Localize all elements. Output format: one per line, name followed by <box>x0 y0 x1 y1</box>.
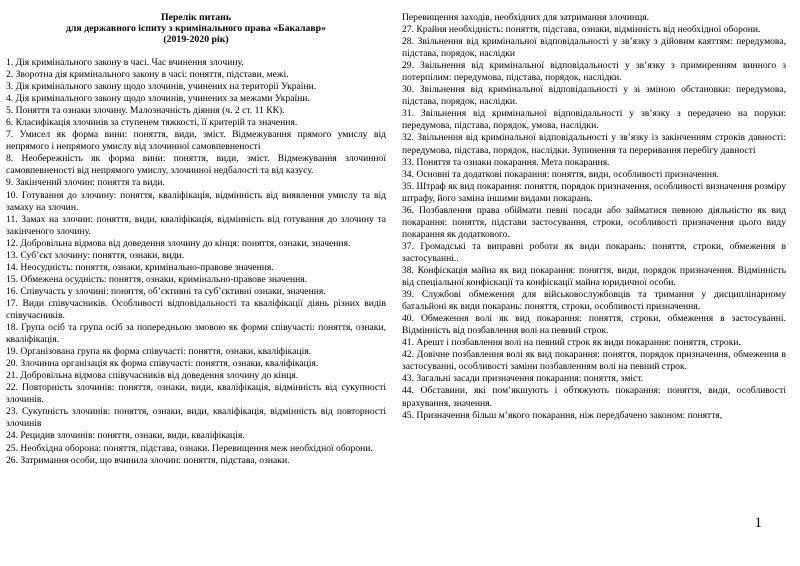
question-item: 33. Поняття та ознаки покарання. Мета покарання. <box>402 156 610 168</box>
question-item: 36. Позбавлення права обіймати певні посади або займатися певною діяльністю як вид покарання: поняття, підстави застосування, строки, особливості призначення цього виду покарання як додаткового. <box>402 204 786 240</box>
question-item: 1. Дія кримінального закону в часі. Час вчинення злочину. <box>6 57 244 68</box>
question-item: 42. Довічне позбавлення волі як вид покарання: поняття, порядок призначення, обмеження в застосуванні, особливості заміни позбавленням волі на певний строк. <box>402 349 786 373</box>
question-item: 29. Звільнення від кримінальної відповідальності у зв’язку з примиренням винного з потерпілим: передумова, підстава, порядок, наслідки. <box>402 60 786 84</box>
document-header <box>6 12 386 46</box>
question-item: 15. Обмежена осудність: поняття, ознаки, кримінально-правове значення. <box>6 273 308 285</box>
question-item: 43. Загальні засади призначення покарання: поняття, зміст. <box>402 373 644 385</box>
question-item: 5. Поняття та ознаки злочину. Малозначність діяння (ч. 2 ст. 11 КК). <box>6 105 285 117</box>
question-item: 19. Організована група як форма співучасті: поняття, ознаки, кваліфікація. <box>6 346 312 358</box>
question-item: 32. Звільнення від кримінальної відповідальності у зв’язку із закінченням строків давності: передумова, підстава, порядок, наслідки. Зупинення та переривання перебігу давності <box>402 132 786 156</box>
question-item: 8. Необережність як форма вини: поняття, види, зміст. Відмежування злочинної самовпевненості від непрямого умислу, злочинної недбалості та від казусу. <box>6 153 386 177</box>
question-item: 10. Готування до злочину: поняття, кваліфікація, відмінність від виявлення умислу та від замаху на злочин. <box>6 189 386 213</box>
question-item: 11. Замах на злочин: поняття, види, кваліфікація, відмінність від готування до злочину та закінченого злочину. <box>6 213 386 237</box>
question-item: 17. Види співучасників. Особливості відповідальності та кваліфікації діянь різних видів співучасників. <box>6 297 386 321</box>
title-line-1: Перелік питань <box>160 12 232 23</box>
title-line-2: для державного іспиту з кримінального права «Бакалавр» <box>65 23 327 35</box>
question-item: 3. Дія кримінального закону щодо злочинів, учинених на території України. <box>6 81 317 93</box>
question-item: 41. Арешт і позбавлення волі на певний строк як види покарання: поняття, строки. <box>402 337 741 349</box>
question-item: 9. Закінчений злочин: поняття та види. <box>6 177 165 189</box>
question-item: 45. Призначення більш м’якого покарання, ніж передбачено законом: поняття, <box>402 409 723 421</box>
question-item: 35. Штраф як вид покарання: поняття, порядок призначення, особливості визначення розміру штрафу, його заміна іншими видами покарань. <box>402 180 786 204</box>
question-item: 4. Дія кримінального закону щодо злочинів, учинених за межами України. <box>6 93 310 105</box>
question-item: 12. Добровільна відмова від доведення злочину до кінця: поняття, ознаки, значення. <box>6 237 351 249</box>
question-item: 31. Звільнення від кримінальної відповідальності у зв’язку з передачею на поруки: передумова, підстава, порядок, умова, наслідки. <box>402 108 786 132</box>
question-item: 21. Добровільна відмова співучасників від доведення злочину до кінця. <box>6 370 299 382</box>
question-item: 13. Суб’єкт злочину: поняття, ознаки, види. <box>6 249 185 261</box>
question-item: 14. Неосудність: поняття, ознаки, кримінально-правове значення. <box>6 261 274 273</box>
question-item: 18. Група осіб та група осіб за попередньою змовою як форми співучасті: поняття, ознаки, кваліфікація. <box>6 322 386 346</box>
right-column <box>402 12 786 422</box>
question-item: 20. Злочинна організація як форма співучасті: поняття, ознаки, кваліфікація. <box>6 358 319 370</box>
question-item: 25. Необхідна оборона: поняття, підстава, ознаки. Перевищення меж необхідної оборони. <box>6 442 373 454</box>
question-item: 38. Конфіскація майна як вид покарання: поняття, види, порядок призначення. Відмінність від спеціальної конфіскації та конфіскації майна юридичної особи. <box>402 264 786 289</box>
question-item: 39. Службові обмеження для військовослужбовців та тримання у дисциплінарному батальйоні як види покарань: поняття, строки, особливості призначення. <box>402 289 786 313</box>
question-item: 34. Основні та додаткові покарання: поняття, види, особливості призначення. <box>402 168 719 180</box>
question-item: 6. Класифікація злочинів за ступенем тяжкості, її критерій та значення. <box>6 117 298 129</box>
page-number: 1 <box>754 515 762 531</box>
title-line-3: (2019-2020 рік) <box>163 34 229 46</box>
question-item: 16. Співучасть у злочині: поняття, об’єктивні та суб’єктивні ознаки, значення. <box>6 285 326 297</box>
question-item: 2. Зворотна дія кримінального закону в часі: поняття, підстави, межі. <box>6 69 289 81</box>
question-item: 22. Повторність злочинів: поняття, ознаки, види, кваліфікація, відмінність від сукупності злочинів. <box>6 382 386 406</box>
question-item: 37. Громадські та виправні роботи як види покарань: поняття, строки, обмеження в застосуванні.. <box>402 240 786 264</box>
question-item: 28. Звільнення від кримінальної відповідальності у зв’язку з дійовим каяттям: передумова, підстава, порядок, наслідки <box>402 36 786 60</box>
left-column <box>6 57 386 467</box>
question-item: 30. Звільнення від кримінальної відповідальності у зі зміною обстановки: передумова, підстава, порядок, наслідки. <box>402 84 786 108</box>
question-item: 24. Рецидив злочинів: поняття, ознаки, види, кваліфікація. <box>6 430 245 442</box>
question-item: 26. Затримання особи, що вчинила злочин: поняття, підстава, ознаки. <box>6 454 290 466</box>
question-item: 27. Крайня необхідність: поняття, підстава, ознаки, відмінність від необхідної оборони. <box>402 24 761 36</box>
question-item: 23. Сукупність злочинів: поняття, ознаки, види, кваліфікація, відмінність від повторності злочинів <box>6 406 386 430</box>
question-item: 40. Обмеження волі як вид покарання: поняття, строки, обмеження в застосуванні. Відмінність від позбавлення волі на певний строк. <box>402 313 786 337</box>
question-item: Перевищення заходів, необхідних для затримання злочинця. <box>402 12 650 23</box>
question-item: 7. Умисел як форма вини: поняття, види, зміст. Відмежування прямого умислу від непрямого і непрямого умислу від злочинної самовпевненості <box>6 129 386 153</box>
question-item: 44. Обставини, які пом’якшують і обтяжують покарання: поняття, види, особливості врахування, значення. <box>402 385 786 409</box>
